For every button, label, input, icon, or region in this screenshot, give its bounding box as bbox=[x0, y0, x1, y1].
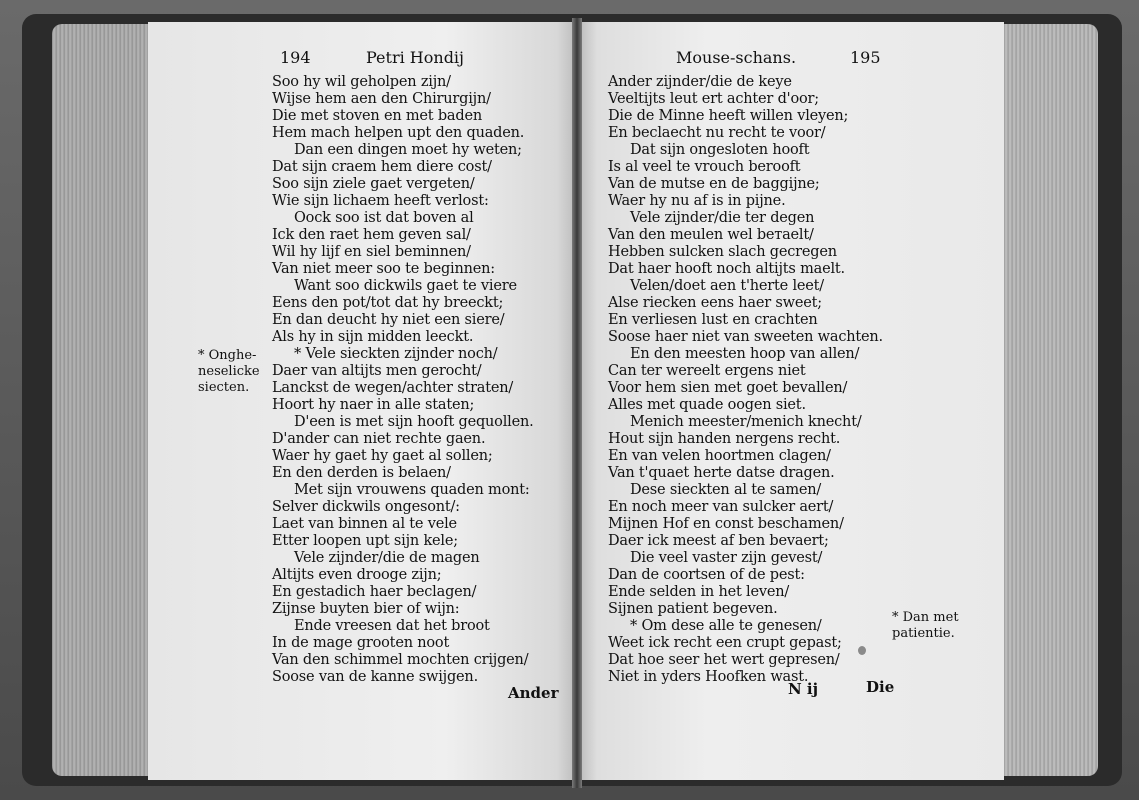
poem-line: Dat sijn craem hem diere cost/ bbox=[272, 159, 492, 175]
poem-line: D'een is met sijn hooft gequollen. bbox=[294, 414, 534, 430]
poem-line: Selver dickwils ongesont/: bbox=[272, 499, 460, 515]
poem-line: Soo hy wil geholpen zijn/ bbox=[272, 74, 451, 90]
poem-line: Ick den raet hem geven sal/ bbox=[272, 227, 471, 243]
poem-line: Is al veel te vrouch berooft bbox=[608, 159, 801, 175]
poem-line: Oock soo ist dat boven al bbox=[294, 210, 474, 226]
poem-line: Van t'quaet herte datse dragen. bbox=[608, 465, 835, 481]
right-page-number: 195 bbox=[850, 48, 881, 67]
left-margin-note bbox=[198, 348, 260, 396]
poem-line: Dan de coortsen of de pest: bbox=[608, 567, 805, 583]
poem-line: Hout sijn handen nergens recht. bbox=[608, 431, 841, 447]
margin-note-line: * Dan met bbox=[892, 610, 959, 625]
left-running-head: Petri Hondij bbox=[366, 48, 465, 67]
poem-line: Van niet meer soo te beginnen: bbox=[272, 261, 495, 277]
poem-line: Van de mutse en de baggijne; bbox=[608, 176, 820, 192]
poem-line: En gestadich haer beclagen/ bbox=[272, 584, 477, 600]
poem-line: Vele zijnder/die ter degen bbox=[630, 210, 815, 226]
poem-line: Ende selden in het leven/ bbox=[608, 584, 790, 600]
poem-line: Daer van altijts men gerocht/ bbox=[272, 363, 482, 379]
poem-line: Daer ick meest af ben bevaert; bbox=[608, 533, 829, 549]
poem-line: En van velen hoortmen clagen/ bbox=[608, 448, 831, 464]
left-catchword: Ander bbox=[508, 684, 559, 702]
poem-line: Dat sijn ongesloten hooft bbox=[630, 142, 810, 158]
poem-line: En verliesen lust en crachten bbox=[608, 312, 818, 328]
poem-line: Wijse hem aen den Chirurgijn/ bbox=[272, 91, 491, 107]
poem-line: Hebben sulcken slach gecregen bbox=[608, 244, 837, 260]
poem-line: Wie sijn lichaem heeft verlost: bbox=[272, 193, 489, 209]
margin-note-line: siecten. bbox=[198, 380, 250, 395]
right-catchword: Die bbox=[866, 678, 895, 696]
poem-line: En den meesten hoop van allen/ bbox=[630, 346, 860, 362]
poem-line: Soose van de kanne swijgen. bbox=[272, 669, 478, 685]
poem-line: Dat hoe seer het wert gepresen/ bbox=[608, 652, 840, 668]
poem-line: Van den meulen wel bетaelt/ bbox=[608, 227, 814, 243]
poem-line: Alles met quade oogen siet. bbox=[608, 397, 806, 413]
poem-line: Vele zijnder/die de magen bbox=[294, 550, 480, 566]
poem-line: * Om dese alle te genesen/ bbox=[630, 618, 822, 634]
margin-note-line: neselicke bbox=[198, 364, 260, 379]
poem-line: D'ander can niet rechte gaen. bbox=[272, 431, 486, 447]
poem-line: Waer hy nu af is in pijne. bbox=[608, 193, 786, 209]
poem-line: Veeltijts leut ert achter d'oor; bbox=[608, 91, 819, 107]
poem-line: Lanckst de wegen/achter straten/ bbox=[272, 380, 514, 396]
poem-line: En den derden is belaen/ bbox=[272, 465, 451, 481]
poem-line: Sijnen patient begeven. bbox=[608, 601, 778, 617]
poem-line: Voor hem sien met goet bevallen/ bbox=[608, 380, 848, 396]
poem-line: Met sijn vrouwens quaden mont: bbox=[294, 482, 530, 498]
poem-line: In de mage grooten noot bbox=[272, 635, 450, 651]
left-page-number: 194 bbox=[280, 48, 311, 67]
poem-line: Eens den pot/tot dat hy breeckt; bbox=[272, 295, 504, 311]
poem-line: * Vele sieckten zijnder noch/ bbox=[294, 346, 498, 362]
poem-line: Als hy in sijn midden leeckt. bbox=[272, 329, 474, 345]
poem-line: Can ter wereelt ergens niet bbox=[608, 363, 806, 379]
right-running-head: Mouse-schans. bbox=[676, 48, 797, 67]
poem-line: Wil hy lijf en siel beminnen/ bbox=[272, 244, 471, 260]
poem-line: En beclaecht nu recht te voor/ bbox=[608, 125, 826, 141]
poem-line: Etter loopen upt sijn kele; bbox=[272, 533, 458, 549]
poem-line: Want soo dickwils gaet te viere bbox=[294, 278, 517, 294]
poem-line: Niet in yders Hoofken wast. bbox=[608, 669, 809, 685]
book-gutter bbox=[572, 18, 582, 788]
poem-line: Velen/doet aen t'herte leet/ bbox=[630, 278, 824, 294]
poem-line: Hem mach helpen upt den quaden. bbox=[272, 125, 525, 141]
poem-line: Die met stoven en met baden bbox=[272, 108, 482, 124]
poem-line: Van den schimmel mochten crijgen/ bbox=[272, 652, 529, 668]
left-poem-text bbox=[272, 74, 534, 686]
poem-line: Die veel vaster zijn gevest/ bbox=[630, 550, 823, 566]
signature-mark: N ij bbox=[788, 680, 819, 698]
poem-line: Waer hy gaet hy gaet al sollen; bbox=[272, 448, 493, 464]
right-margin-note bbox=[892, 610, 959, 642]
poem-line: Altijts even drooge zijn; bbox=[272, 567, 442, 583]
poem-line: Dese sieckten al te samen/ bbox=[630, 482, 822, 498]
right-page-stack bbox=[1000, 24, 1098, 776]
poem-line: Menich meester/menich knecht/ bbox=[630, 414, 862, 430]
poem-line: Mijnen Hof en const beschamen/ bbox=[608, 516, 844, 532]
poem-line: Soose haer niet van sweeten wachten. bbox=[608, 329, 883, 345]
left-page-stack bbox=[52, 24, 150, 776]
poem-line: Zijnse buyten bier of wijn: bbox=[272, 601, 460, 617]
poem-line: Alse riecken eens haer sweet; bbox=[608, 295, 822, 311]
poem-line: Laet van binnen al te vele bbox=[272, 516, 457, 532]
right-poem-text bbox=[608, 74, 883, 686]
poem-line: En noch meer van sulcker aert/ bbox=[608, 499, 834, 515]
poem-line: Ende vreesen dat het broot bbox=[294, 618, 490, 634]
poem-line: Dan een dingen moet hy weten; bbox=[294, 142, 522, 158]
poem-line: En dan deucht hy niet een siere/ bbox=[272, 312, 505, 328]
poem-line: Ander zijnder/die de keye bbox=[608, 74, 792, 90]
margin-note-line: * Onghe- bbox=[198, 348, 257, 363]
poem-line: Die de Minne heeft willen vleyen; bbox=[608, 108, 849, 124]
margin-note-line: patientie. bbox=[892, 626, 955, 641]
poem-line: Soo sijn ziele gaet vergeten/ bbox=[272, 176, 475, 192]
poem-line: Hoort hy naer in alle staten; bbox=[272, 397, 475, 413]
ink-spot bbox=[858, 646, 866, 655]
poem-line: Weet ick recht een crupt gepast; bbox=[608, 635, 842, 651]
poem-line: Dat haer hooft noch altijts maelt. bbox=[608, 261, 845, 277]
